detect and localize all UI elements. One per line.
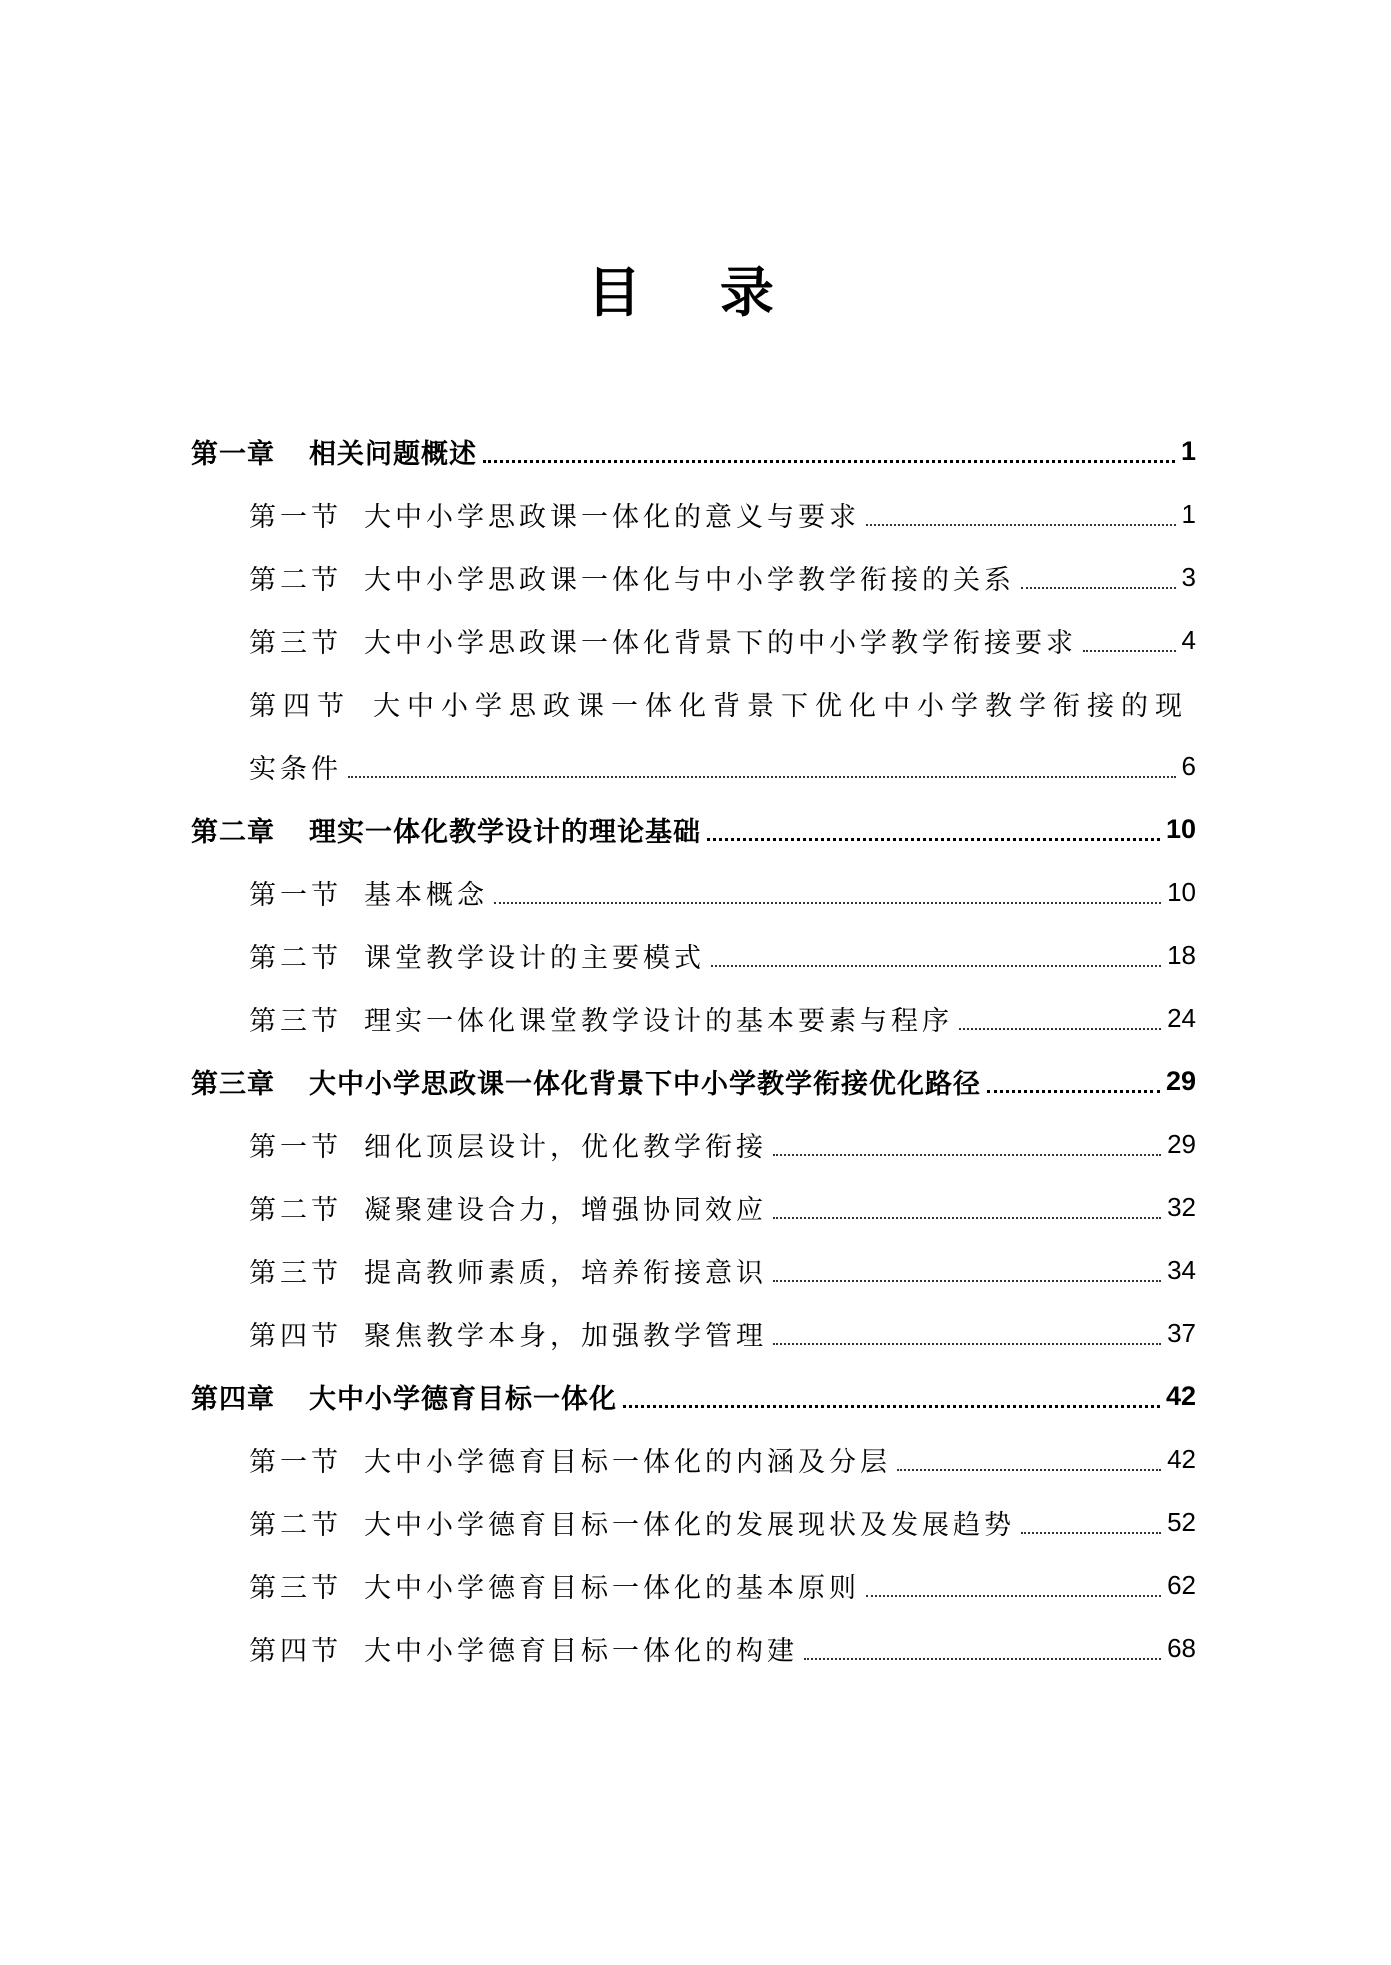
toc-dot-leader	[773, 1319, 1161, 1345]
toc-entry-label	[249, 1440, 891, 1479]
toc-page-number: 1	[1181, 499, 1196, 529]
toc-page-number: 42	[1165, 1381, 1196, 1411]
toc-page-number: 18	[1167, 940, 1196, 970]
toc-chapter-title: 理实一体化教学设计的理论基础	[309, 817, 701, 848]
toc-dot-leader	[711, 941, 1161, 967]
toc-section-number: 第二节	[249, 943, 342, 974]
toc-chapter-number: 第二章	[191, 817, 275, 848]
toc-section-title: 大中小学德育目标一体化的发展现状及发展趋势	[364, 1510, 1015, 1541]
toc-page-number: 1	[1180, 436, 1196, 466]
toc-section-title: 聚焦教学本身，加强教学管理	[364, 1321, 767, 1352]
toc-page-number: 29	[1167, 1129, 1196, 1159]
toc-section-title: 提高教师素质，培养衔接意识	[364, 1258, 767, 1289]
toc-section-entry[interactable]	[191, 1176, 1196, 1239]
toc-section-title: 大中小学思政课一体化背景下优化中小学教学衔接的现	[373, 691, 1189, 722]
toc-entry-label	[249, 936, 705, 975]
toc-page-number: 68	[1167, 1633, 1196, 1663]
toc-page-number: 29	[1165, 1066, 1196, 1096]
toc-chapter-title: 相关问题概述	[309, 439, 477, 470]
toc-section-title: 大中小学思政课一体化背景下的中小学教学衔接要求	[364, 628, 1077, 659]
toc-section-number: 第四节	[249, 691, 351, 722]
toc-section-entry[interactable]	[191, 987, 1196, 1050]
toc-dot-leader	[773, 1130, 1161, 1156]
toc-section-entry[interactable]	[191, 483, 1196, 546]
toc-dot-leader	[1021, 1508, 1161, 1534]
toc-entry-label	[249, 1566, 860, 1605]
toc-entry-label	[249, 1314, 767, 1353]
toc-section-entry[interactable]	[191, 609, 1196, 672]
toc-dot-leader	[897, 1445, 1161, 1471]
toc-page-number: 32	[1167, 1192, 1196, 1222]
toc-section-entry[interactable]	[191, 546, 1196, 609]
toc-section-number: 第四节	[249, 1321, 342, 1352]
toc-dot-leader	[987, 1066, 1160, 1093]
toc-section-title: 大中小学思政课一体化的意义与要求	[364, 502, 860, 533]
toc-section-entry[interactable]	[191, 672, 1196, 735]
toc-section-title-continued: 实条件	[249, 754, 342, 785]
toc-section-title: 凝聚建设合力，增强协同效应	[364, 1195, 767, 1226]
toc-section-number: 第四节	[249, 1636, 342, 1667]
toc-section-entry[interactable]	[191, 1239, 1196, 1302]
toc-entry-label	[249, 1125, 767, 1164]
table-of-contents	[191, 420, 1196, 1680]
toc-dot-leader	[1083, 626, 1176, 652]
toc-section-title: 大中小学德育目标一体化的构建	[364, 1636, 798, 1667]
page-title: 目 录	[587, 260, 804, 324]
toc-dot-leader	[959, 1004, 1161, 1030]
toc-dot-leader	[494, 878, 1161, 904]
toc-section-number: 第二节	[249, 1195, 342, 1226]
toc-dot-leader	[804, 1634, 1161, 1660]
toc-entry-label	[191, 1377, 617, 1416]
toc-section-entry[interactable]	[191, 1617, 1196, 1680]
toc-page-number: 42	[1167, 1444, 1196, 1474]
toc-chapter-title: 大中小学思政课一体化背景下中小学教学衔接优化路径	[309, 1069, 981, 1100]
toc-entry-label	[249, 1251, 767, 1290]
toc-entry-label	[249, 558, 1015, 597]
toc-page-number: 10	[1165, 814, 1196, 844]
toc-section-entry[interactable]	[191, 924, 1196, 987]
toc-section-title: 大中小学德育目标一体化的内涵及分层	[364, 1447, 891, 1478]
toc-entry-label	[249, 1188, 767, 1227]
toc-chapter-number: 第四章	[191, 1384, 275, 1415]
toc-page-number: 6	[1181, 751, 1196, 781]
toc-section-entry[interactable]	[191, 1113, 1196, 1176]
toc-section-entry[interactable]	[191, 1302, 1196, 1365]
toc-chapter-title: 大中小学德育目标一体化	[309, 1384, 617, 1415]
toc-chapter-number: 第一章	[191, 439, 275, 470]
toc-section-number: 第二节	[249, 1510, 342, 1541]
toc-section-number: 第一节	[249, 1447, 342, 1478]
toc-dot-leader	[773, 1193, 1161, 1219]
toc-chapter-entry[interactable]	[191, 1365, 1196, 1428]
toc-entry-label	[249, 999, 953, 1038]
toc-section-number: 第三节	[249, 1258, 342, 1289]
toc-chapter-number: 第三章	[191, 1069, 275, 1100]
toc-section-number: 第三节	[249, 1006, 342, 1037]
toc-section-entry-continued[interactable]	[191, 735, 1196, 798]
toc-page-number: 52	[1167, 1507, 1196, 1537]
toc-dot-leader	[1021, 563, 1176, 589]
toc-page-number: 37	[1167, 1318, 1196, 1348]
toc-dot-leader	[348, 752, 1176, 778]
toc-section-number: 第一节	[249, 880, 342, 911]
toc-section-title: 课堂教学设计的主要模式	[364, 943, 705, 974]
toc-section-entry[interactable]	[191, 861, 1196, 924]
toc-entry-label	[249, 1629, 798, 1668]
toc-dot-leader	[866, 1571, 1161, 1597]
toc-entry-label	[191, 810, 701, 849]
toc-chapter-entry[interactable]	[191, 420, 1196, 483]
toc-section-number: 第三节	[249, 628, 342, 659]
toc-dot-leader	[707, 814, 1160, 841]
toc-page-number: 62	[1167, 1570, 1196, 1600]
toc-entry-label	[249, 495, 860, 534]
toc-entry-label	[249, 873, 488, 912]
toc-section-title: 理实一体化课堂教学设计的基本要素与程序	[364, 1006, 953, 1037]
toc-entry-label	[191, 1062, 981, 1101]
toc-entry-label	[249, 1503, 1015, 1542]
toc-section-entry[interactable]	[191, 1491, 1196, 1554]
toc-page-number: 4	[1181, 625, 1196, 655]
toc-section-number: 第三节	[249, 1573, 342, 1604]
toc-page-number: 10	[1167, 877, 1196, 907]
toc-dot-leader	[623, 1381, 1160, 1408]
toc-page-number: 24	[1167, 1003, 1196, 1033]
toc-section-title: 基本概念	[364, 880, 488, 911]
toc-section-title: 大中小学思政课一体化与中小学教学衔接的关系	[364, 565, 1015, 596]
toc-section-number: 第一节	[249, 502, 342, 533]
toc-section-entry[interactable]	[191, 1554, 1196, 1617]
toc-section-entry[interactable]	[191, 1428, 1196, 1491]
toc-entry-label	[249, 684, 1189, 723]
toc-section-title: 大中小学德育目标一体化的基本原则	[364, 1573, 860, 1604]
toc-chapter-entry[interactable]	[191, 1050, 1196, 1113]
toc-section-number: 第一节	[249, 1132, 342, 1163]
toc-dot-leader	[483, 436, 1175, 463]
toc-chapter-entry[interactable]	[191, 798, 1196, 861]
toc-dot-leader	[773, 1256, 1161, 1282]
toc-page-number: 34	[1167, 1255, 1196, 1285]
toc-section-title: 细化顶层设计，优化教学衔接	[364, 1132, 767, 1163]
toc-section-number: 第二节	[249, 565, 342, 596]
toc-entry-label	[249, 621, 1077, 660]
toc-page-number: 3	[1181, 562, 1196, 592]
toc-dot-leader	[866, 500, 1176, 526]
toc-entry-label	[191, 432, 477, 471]
